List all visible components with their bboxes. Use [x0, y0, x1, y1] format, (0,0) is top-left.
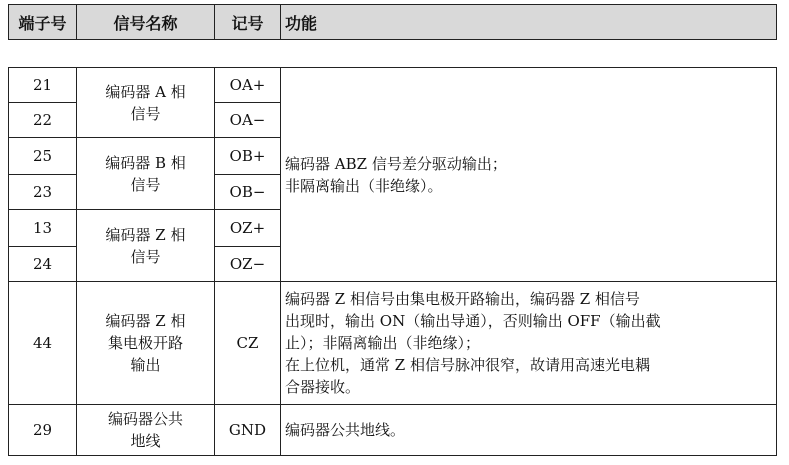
terminal-cell: 24: [9, 247, 77, 282]
symbol-cell: OB−: [215, 175, 281, 210]
signal-name-line: 编码器公共: [107, 410, 183, 428]
header-signal-name: 信号名称: [77, 5, 215, 39]
function-cell: [281, 68, 777, 282]
terminal-cell: 25: [9, 138, 77, 175]
signal-name-line: 地线: [130, 432, 161, 450]
header-function: 功能: [285, 13, 318, 33]
terminal-cell: 13: [9, 210, 77, 247]
table-header: [8, 4, 777, 40]
function-line: 编码器 ABZ 信号差分驱动输出；: [285, 154, 507, 173]
terminal-cell: 22: [9, 103, 77, 138]
signal-name-line: 编码器 B 相: [105, 153, 186, 172]
function-line: 止）；非隔离输出（非绝缘）；: [285, 334, 481, 352]
function-line: 合器接收。: [285, 378, 361, 396]
signal-name-line: 信号: [130, 104, 161, 123]
header-symbol: 记号: [215, 5, 281, 39]
terminal-cell: 44: [9, 282, 77, 405]
signal-name-line: 信号: [130, 247, 161, 266]
function-line: 在上位机，通常 Z 相信号脉冲很窄，故请用高速光电耦: [285, 356, 650, 374]
signal-name-cell: [77, 282, 215, 405]
function-line: 出现时，输出 ON（输出导通），否则输出 OFF（输出截: [285, 312, 661, 330]
table-row: [9, 282, 777, 405]
symbol-cell: OA+: [215, 68, 281, 103]
function-cell: [281, 405, 777, 456]
table-row: [9, 68, 777, 103]
function-line: 编码器公共地线。: [285, 421, 406, 439]
signal-name-line: 编码器 Z 相: [105, 312, 186, 330]
signal-name-cell: [77, 210, 215, 282]
symbol-cell: OZ−: [215, 247, 281, 282]
table-row: [9, 405, 777, 456]
terminal-cell: 21: [9, 68, 77, 103]
function-line: 非隔离输出（非绝缘）。: [285, 176, 443, 195]
signal-name-line: 集电极开路: [107, 334, 183, 352]
symbol-cell: OZ+: [215, 210, 281, 247]
header-terminal-no: 端子号: [9, 5, 77, 39]
terminal-cell: 23: [9, 175, 77, 210]
symbol-cell: OB+: [215, 138, 281, 175]
signal-name-line: 编码器 A 相: [105, 82, 186, 101]
signal-name-line: 编码器 Z 相: [105, 225, 186, 244]
symbol-cell: OA−: [215, 103, 281, 138]
signal-name-line: 输出: [130, 356, 161, 374]
function-cell: [281, 282, 777, 405]
signal-name-line: 信号: [130, 175, 161, 194]
signal-name-cell: [77, 405, 215, 456]
signal-name-cell: [77, 68, 215, 138]
signal-table: [8, 67, 777, 456]
symbol-cell: CZ: [215, 282, 281, 405]
symbol-cell: GND: [215, 405, 281, 456]
terminal-cell: 29: [9, 405, 77, 456]
signal-name-cell: [77, 138, 215, 210]
function-line: 编码器 Z 相信号由集电极开路输出，编码器 Z 相信号: [285, 290, 640, 308]
